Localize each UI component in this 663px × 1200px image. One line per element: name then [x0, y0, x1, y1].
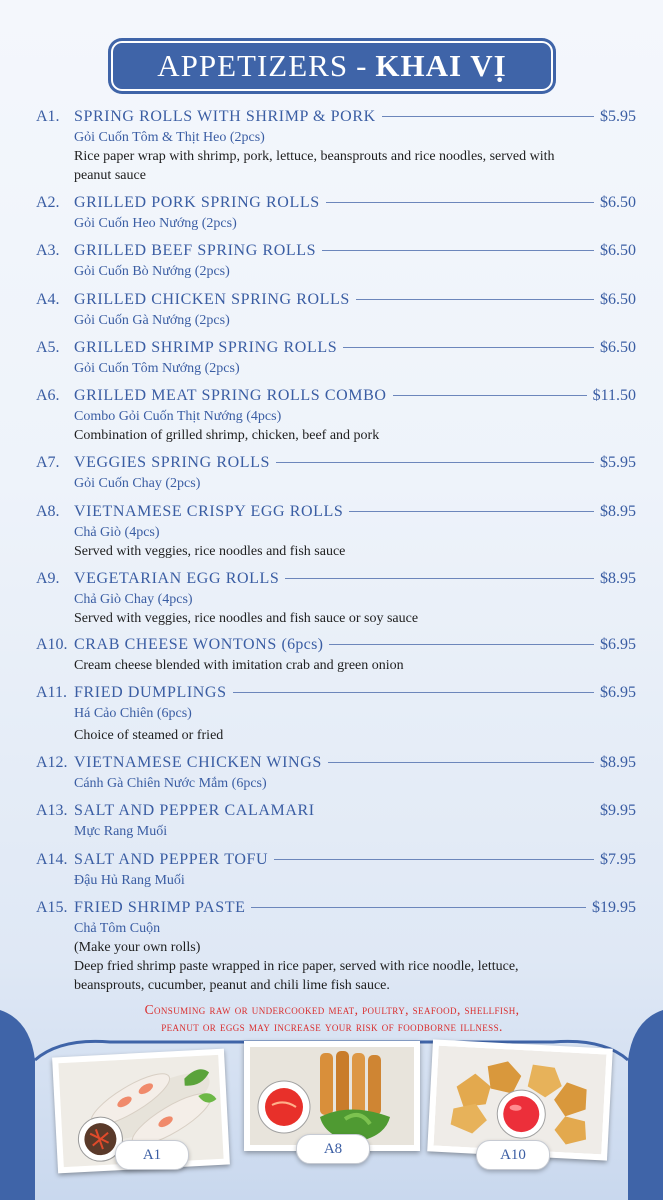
- item-name: GRILLED MEAT SPRING ROLLS COMBO: [74, 387, 387, 404]
- menu-item-a3: [36, 242, 636, 281]
- item-price: $6.50: [600, 291, 636, 308]
- item-code: A14.: [36, 851, 68, 868]
- item-code: A3.: [36, 242, 60, 259]
- item-name: GRILLED CHICKEN SPRING ROLLS: [74, 291, 350, 308]
- item-price: $5.95: [600, 454, 636, 471]
- item-price: $9.95: [600, 802, 636, 819]
- item-vietnamese-name: Gỏi Cuốn Tôm & Thịt Heo (2pcs): [74, 130, 265, 145]
- item-vietnamese-name: Chả Tôm Cuộn: [74, 921, 161, 936]
- item-name-text: CRAB CHEESE WONTONS: [74, 636, 277, 653]
- item-code: A13.: [36, 802, 68, 819]
- item-name: [74, 636, 323, 654]
- item-vietnamese-name: Mực Rang Muối: [74, 824, 168, 839]
- menu-item-a1: [36, 108, 636, 185]
- item-vietnamese-name: Gỏi Cuốn Heo Nướng (2pcs): [74, 216, 237, 231]
- menu-item-a7: [36, 454, 636, 493]
- title-vietnamese: KHAI VỊ: [375, 48, 507, 83]
- dot-leader: [274, 859, 594, 860]
- item-name: GRILLED SHRIMP SPRING ROLLS: [74, 339, 338, 356]
- item-name: GRILLED BEEF SPRING ROLLS: [74, 242, 317, 259]
- dot-leader: [326, 202, 594, 203]
- dot-leader: [328, 762, 594, 763]
- dot-leader: [276, 462, 594, 463]
- item-name: FRIED SHRIMP PASTE: [74, 899, 246, 916]
- menu-item-a2: [36, 194, 636, 233]
- item-price: $8.95: [600, 754, 636, 771]
- menu-item-a8: [36, 503, 636, 561]
- warning-line: peanut or eggs may increase your risk of foodborne illness.: [161, 1019, 503, 1034]
- item-vietnamese-name: Há Cảo Chiên (6pcs): [74, 706, 192, 721]
- item-name-suffix: (6pcs): [281, 636, 324, 653]
- menu-item-a9: [36, 570, 636, 628]
- item-vietnamese-name: Đậu Hủ Rang Muối: [74, 873, 185, 888]
- item-price: $6.95: [600, 636, 636, 653]
- item-description: Combination of grilled shrimp, chicken, beef and pork: [74, 428, 380, 443]
- dot-leader: [356, 299, 594, 300]
- item-price: $6.50: [600, 242, 636, 259]
- item-vietnamese-name: Chả Giò (4pcs): [74, 525, 160, 540]
- item-price: $6.50: [600, 194, 636, 211]
- dot-leader: [343, 347, 594, 348]
- item-code: A8.: [36, 503, 60, 520]
- item-code: A6.: [36, 387, 60, 404]
- dot-leader: [233, 692, 594, 693]
- egg-rolls-illustration: [250, 1047, 414, 1145]
- item-description: (Make your own rolls): [74, 940, 201, 955]
- item-price: $6.95: [600, 684, 636, 701]
- dot-leader: [285, 578, 594, 579]
- item-description: Deep fried shrimp paste wrapped in rice paper, served with rice noodle, lettuce,: [74, 959, 519, 974]
- dot-leader: [329, 644, 594, 645]
- item-name: VEGETARIAN EGG ROLLS: [74, 570, 280, 587]
- photo-label-a8: A8: [296, 1134, 370, 1164]
- item-code: A2.: [36, 194, 60, 211]
- item-description: Cream cheese blended with imitation crab and green onion: [74, 658, 404, 673]
- item-vietnamese-name: Combo Gỏi Cuốn Thịt Nướng (4pcs): [74, 409, 282, 424]
- menu-item-a5: [36, 339, 636, 378]
- item-name: SPRING ROLLS WITH SHRIMP & PORK: [74, 108, 376, 125]
- item-vietnamese-name: Gỏi Cuốn Chay (2pcs): [74, 476, 201, 491]
- title-english: APPETIZERS: [157, 48, 349, 83]
- title-separator: -: [356, 48, 368, 83]
- item-name: VEGGIES SPRING ROLLS: [74, 454, 271, 471]
- item-name: VIETNAMESE CRISPY EGG ROLLS: [74, 503, 344, 520]
- item-vietnamese-name: Cánh Gà Chiên Nước Mắm (6pcs): [74, 776, 267, 791]
- menu-item-a10: [36, 636, 636, 675]
- wontons-illustration: [433, 1046, 606, 1155]
- item-price: $19.95: [592, 899, 636, 916]
- dot-leader: [382, 116, 594, 117]
- item-description: Served with veggies, rice noodles and fish sauce: [74, 544, 346, 559]
- item-code: A12.: [36, 754, 68, 771]
- photo-label-a10: A10: [476, 1140, 550, 1170]
- item-vietnamese-name: Chả Giò Chay (4pcs): [74, 592, 193, 607]
- item-description: Rice paper wrap with shrimp, pork, lettuce, beansprouts and rice noodles, served with: [74, 149, 555, 164]
- item-name: FRIED DUMPLINGS: [74, 684, 227, 701]
- item-code: A10.: [36, 636, 68, 653]
- item-vietnamese-name: Gỏi Cuốn Tôm Nướng (2pcs): [74, 361, 240, 376]
- menu-item-a4: [36, 291, 636, 330]
- item-code: A15.: [36, 899, 68, 916]
- dot-leader: [349, 511, 594, 512]
- dot-leader: [251, 907, 586, 908]
- item-price: $8.95: [600, 570, 636, 587]
- item-name: SALT AND PEPPER TOFU: [74, 851, 269, 868]
- item-price: $11.50: [592, 387, 636, 404]
- item-description: beansprouts, cucumber, peanut and chili lime fish sauce.: [74, 978, 390, 993]
- menu-item-a11: [36, 684, 636, 745]
- item-code: A5.: [36, 339, 60, 356]
- item-price: $6.50: [600, 339, 636, 356]
- food-safety-warning: [60, 1001, 604, 1035]
- item-price: $7.95: [600, 851, 636, 868]
- dot-leader: [322, 250, 594, 251]
- photo-label-a1: A1: [115, 1140, 189, 1170]
- item-name: SALT AND PEPPER CALAMARI: [74, 802, 315, 819]
- item-vietnamese-name: Gỏi Cuốn Bò Nướng (2pcs): [74, 264, 230, 279]
- menu-item-a15: [36, 899, 636, 995]
- dot-leader: [393, 395, 587, 396]
- item-name: GRILLED PORK SPRING ROLLS: [74, 194, 320, 211]
- item-vietnamese-name: Gỏi Cuốn Gà Nướng (2pcs): [74, 313, 230, 328]
- item-code: A7.: [36, 454, 60, 471]
- item-description: peanut sauce: [74, 168, 146, 183]
- item-price: $8.95: [600, 503, 636, 520]
- menu-item-a13: [36, 802, 636, 841]
- item-description: Served with veggies, rice noodles and fish sauce or soy sauce: [74, 611, 419, 626]
- menu-item-a14: [36, 851, 636, 890]
- menu-item-a6: [36, 387, 636, 445]
- item-code: A9.: [36, 570, 60, 587]
- warning-line: Consuming raw or undercooked meat, poultry, seafood, shellfish,: [144, 1002, 520, 1017]
- item-code: A4.: [36, 291, 60, 308]
- item-code: A11.: [36, 684, 67, 701]
- item-price: $5.95: [600, 108, 636, 125]
- section-title-banner: [108, 38, 556, 94]
- item-name: VIETNAMESE CHICKEN WINGS: [74, 754, 322, 771]
- item-description: Choice of steamed or fried: [74, 728, 224, 743]
- menu-item-a12: [36, 754, 636, 793]
- item-code: A1.: [36, 108, 60, 125]
